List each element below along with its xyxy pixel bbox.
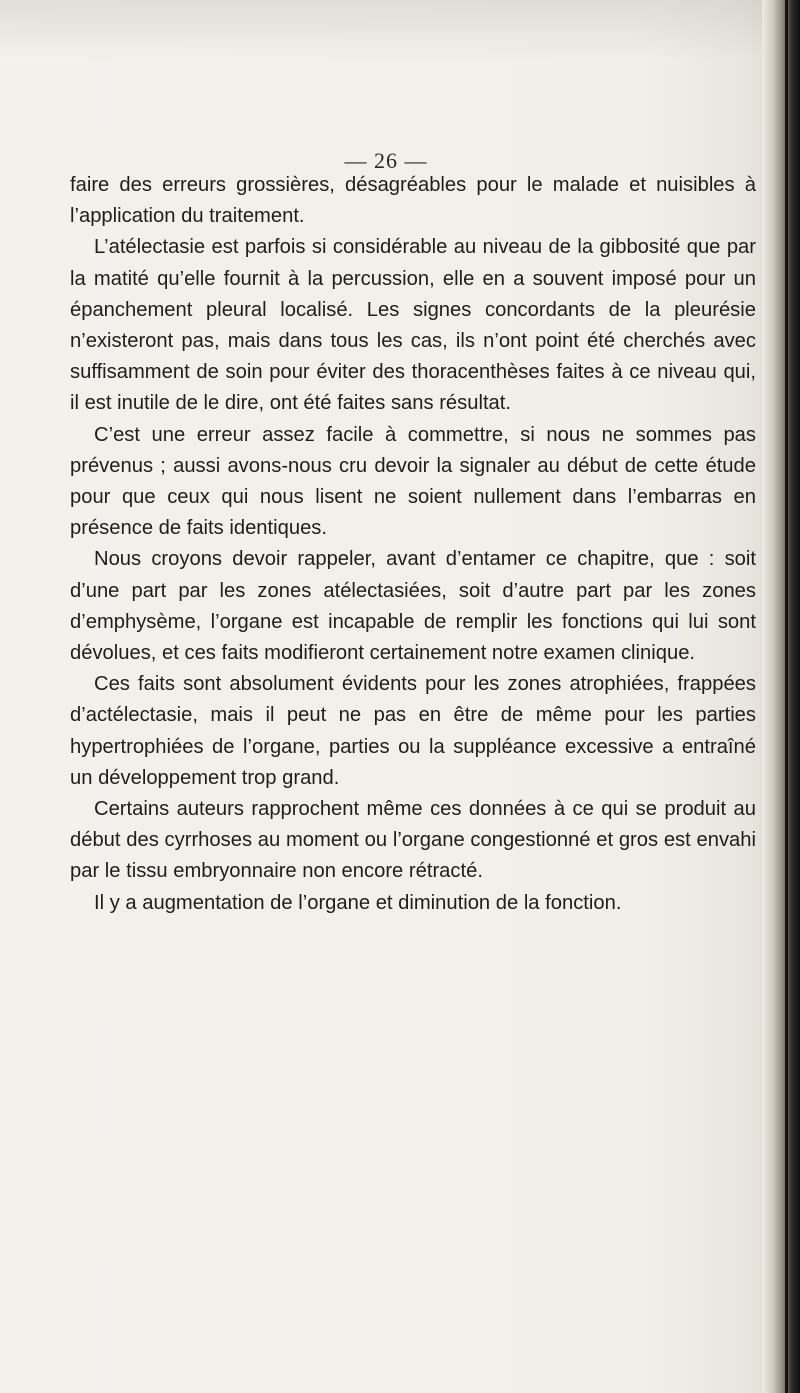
paragraph-2: L’atélectasie est parfois si considérable au niveau de la gibbosité que par la matité qu’elle fournit à la percussion, elle en a souvent imposé pour un épanchement pleural localisé. Les signes concordants de la pleurésie n’existeront pas, mais dans tous les cas, ils n’ont point été cherchés avec suffisamment de soin pour éviter des thoracenthèses faites à ce niveau qui, il est inutile de le dire, ont été faites sans résultat. bbox=[70, 236, 756, 415]
page-top-shadow bbox=[0, 0, 800, 60]
book-spine-edge bbox=[785, 0, 788, 1393]
paragraph-5: Ces faits sont absolument évidents pour les zones atrophiées, frappées d’actélectasie, mais il peut ne pas en être de même pour les parties hypertrophiées de l’organe, parties ou la suppléance excessive a entraîné un développement trop grand. bbox=[70, 673, 756, 789]
paragraph-7: Il y a augmentation de l’organe et diminution de la fonction. bbox=[94, 891, 622, 914]
book-spine-shadow bbox=[762, 0, 800, 1393]
paragraph-3: C’est une erreur assez facile à commettre, si nous ne sommes pas prévenus ; aussi avons-nous cru devoir la signaler au début de cette étude pour que ceux qui nous lisent ne soient nullement dans l’embarras en présence de faits identiques. bbox=[70, 423, 756, 540]
page-number: — 26 — bbox=[344, 148, 428, 173]
body-text bbox=[70, 170, 756, 919]
paragraph-4: Nous croyons devoir rappeler, avant d’entamer ce chapitre, que : soit d’une part par les zones atélectasiées, soit d’autre part par les zones d’emphysème, l’organe est incapable de remplir les fonctions qui lui sont dévolues, et ces faits modifieront certainement notre examen clinique. bbox=[70, 548, 756, 665]
paragraph-1: faire des erreurs grossières, désagréables pour le malade et nuisibles à l’application du traitement. bbox=[70, 174, 756, 228]
paragraph-6: Certains auteurs rapprochent même ces données à ce qui se produit au début des cyrrhoses au moment ou l’organe congestionné et gros est envahi par le tissu embryonnaire non encore rétracté. bbox=[70, 798, 756, 883]
